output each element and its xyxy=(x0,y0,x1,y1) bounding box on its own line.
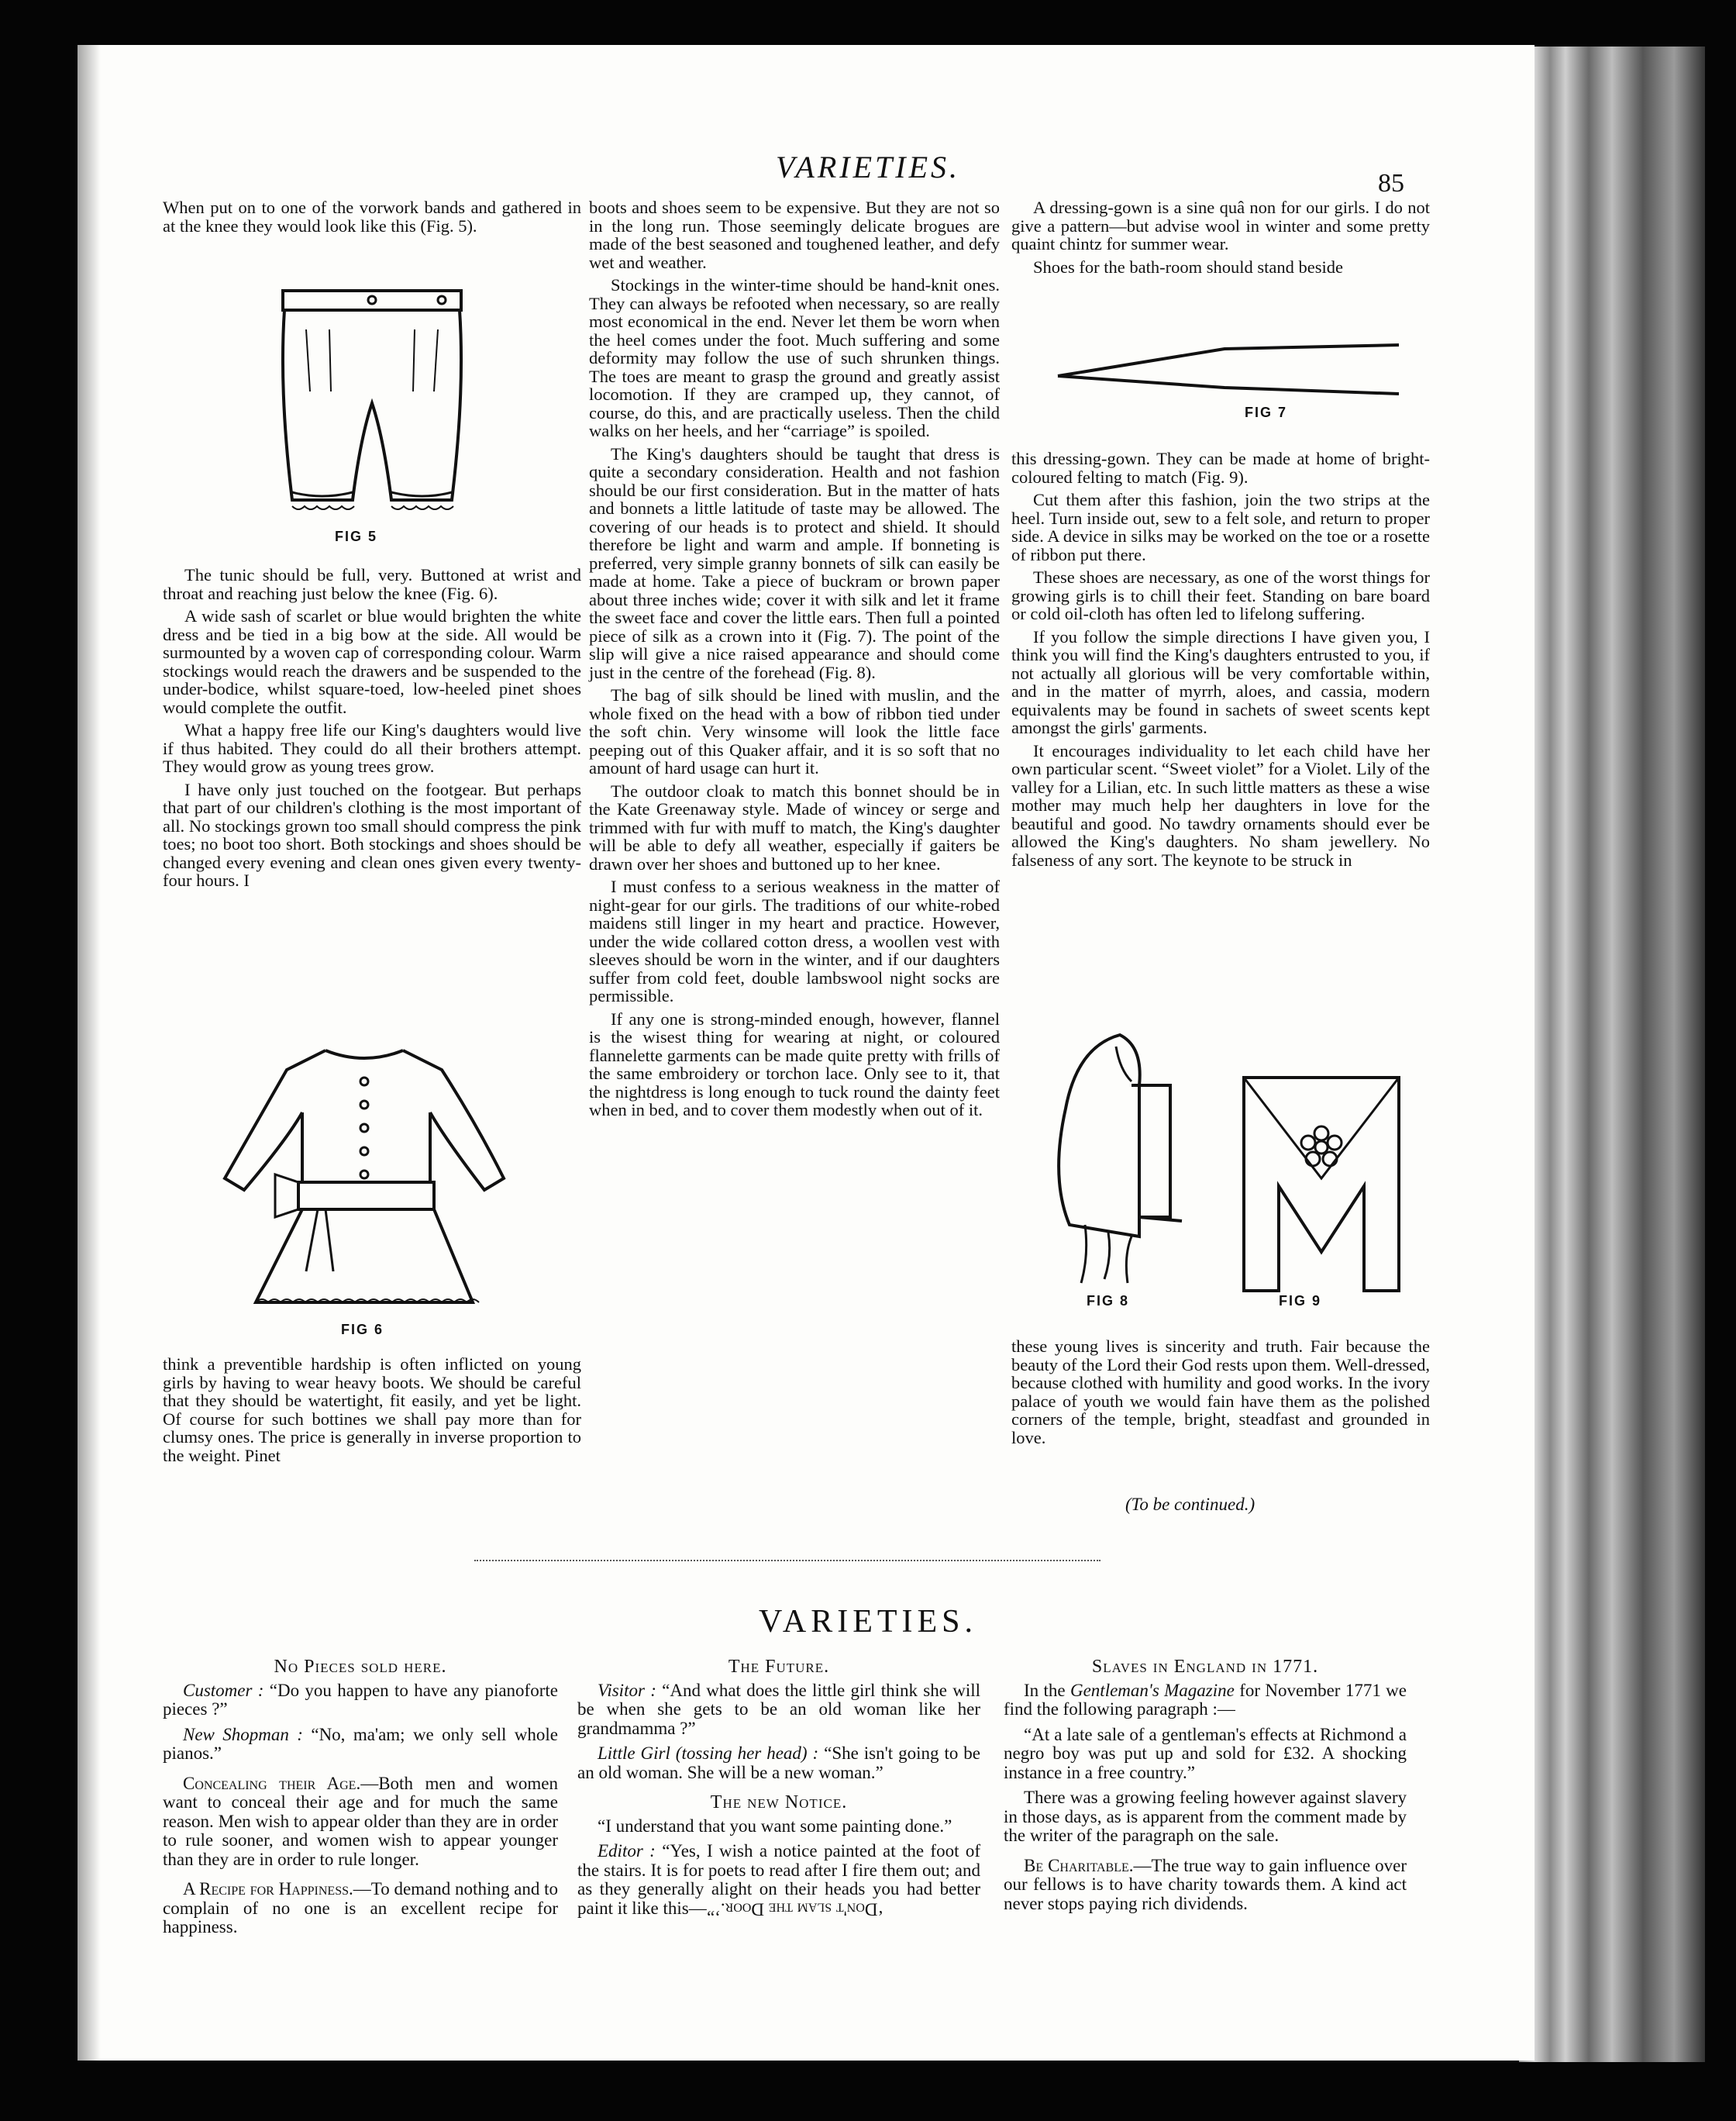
paragraph: When put on to one of the vorwork bands and gathered in at the knee they would look like this (Fig. 5). xyxy=(163,198,581,236)
item-heading: The Future. xyxy=(728,1657,830,1677)
varieties-column-1 xyxy=(163,1657,558,1943)
varieties-column-2 xyxy=(577,1657,980,1924)
paragraph: These shoes are necessary, as one of the worst things for growing girls is to chill their feet. Standing on bare board or cold oil-cloth has often led to lifelong suffering. xyxy=(1011,567,1430,623)
item-heading: Slaves in England in 1771. xyxy=(1091,1657,1319,1677)
column-1-top xyxy=(163,198,581,240)
figure-5-label: FIG 5 xyxy=(335,529,378,544)
figure-8-label: FIG 8 xyxy=(1087,1293,1130,1309)
paragraph: New Shopman : “No, ma'am; we only sell whole pianos.” xyxy=(163,1724,558,1763)
paragraph: A Recipe for Happiness.—To demand nothing and to complain of no one is an excellent recipe for happiness. xyxy=(163,1879,558,1936)
paragraph: It encourages individuality to let each child have her own particular scent. “Sweet violet” for a Violet. Lily of the valley for a Lilian, etc. In such little matters as these a wise mother may much help her daughters in love for the beautiful and good. No tawdry ornaments should ever be allowed the King's daughters. No sham jewellery. No falseness of any sort. The keynote to be struck in xyxy=(1011,740,1430,870)
paragraph: There was a growing feeling however against slavery in those days, as is apparent from the comment made by the writer of the paragraph on the sale. xyxy=(1004,1788,1407,1845)
strip-illustration xyxy=(1054,341,1403,403)
book-page-edges xyxy=(1519,47,1705,2062)
paragraph: The tunic should be full, very. Buttoned at wrist and throat and reaching just below the knee (Fig. 6). xyxy=(163,565,581,603)
paragraph: The King's daughters should be taught that dress is quite a secondary consideration. Health and not fashion should be our first consideration. But in the matter of hats and bonnets a little latitude of taste may be allowed. The covering of our heads is to protect and shield. It should therefore be light and warm and ample. If bonneting is preferred, very simple granny bonnets of silk can easily be made at home. Take a piece of buckram or brown paper about three inches wide; cover it with silk and let it frame the sweet face and cover the little ears. Then full a pointed piece of silk as a crown into it (Fig. 7). The point of the slip will give a nice raised appearance and should come just in the centre of the forehead (Fig. 8). xyxy=(589,443,1000,682)
paragraph: Shoes for the bath-room should stand beside xyxy=(1033,257,1343,277)
paragraph: If any one is strong-minded enough, however, flannel is the wisest thing for wearing at night, or coloured flannelette garments can be made quite pretty with frills of the same embroidery or torchon lace. Only see to it, that the nightdress is long enough to tuck round the dainty feet when in bed, and to cover them modestly when out of it. xyxy=(589,1009,1000,1119)
upside-down-notice: ‘Don't slam the Door.’” xyxy=(706,1899,884,1919)
figure-9-label: FIG 9 xyxy=(1279,1293,1322,1309)
bonnet-illustration xyxy=(1046,1023,1201,1287)
paragraph: If you follow the simple directions I have given you, I think you will find the King's daughters entrusted to you, if not actually all glorious will be very comfortable within, and in the matter of myrrh, aloes, and cassia, modern equivalents may be found in sachets of sweet scents kept amongst the girls' garments. xyxy=(1011,626,1430,737)
paragraph: In the Gentleman's Magazine for November 1771 we find the following paragraph :— xyxy=(1004,1680,1407,1719)
paragraph: think a preventible hardship is often inflicted on young girls by having to wear heavy boots. We should be careful that they should be watertight, fit easily, and yet be light. Of course for such bottines we shall pay more than for clumsy ones. The price is generally in inverse proportion to the weight. Pinet xyxy=(163,1354,581,1465)
figure-7-label: FIG 7 xyxy=(1245,405,1288,420)
paragraph: What a happy free life our King's daughters would live if thus habited. They could do all their brothers attempt. They would grow as young trees grow. xyxy=(163,720,581,776)
paragraph: Stockings in the winter-time should be hand-knit ones. They can always be refooted when necessary, so are really most economical in the end. Never let them be worn when the heel comes under the foot. Much suffering and some deformity may follow the use of such shrunken things. The toes are meant to grasp the ground and greatly assist locomotion. If they are cramped up, they cannot, of course, do this, and are practically useless. Then the child walks on her heels, and her “carriage” is spoiled. xyxy=(589,275,1000,440)
paragraph: The outdoor cloak to match this bonnet should be in the Kate Greenaway style. Made of wincey or serge and trimmed with fur with muff to match, the King's daughter will be able to defy all weather, especially if gaiters be drawn over her shoes and buttoned up to her knee. xyxy=(589,781,1000,874)
column-3-middle xyxy=(1011,450,1430,874)
drawers-illustration xyxy=(275,275,469,531)
paragraph: this dressing-gown. They can be made at home of bright-coloured felting to match (Fig. 9). xyxy=(1011,449,1430,487)
column-3-bottom xyxy=(1011,1337,1430,1451)
figure-5-drawers xyxy=(275,275,469,531)
section-divider xyxy=(474,1560,1100,1561)
paragraph: I have only just touched on the footgear. But perhaps that part of our children's clothing is the most important of all. No stockings grown too small should compress the pink toes; no boot too short. Both stockings and shoes should be changed every evening and clean ones given every twenty-four hours. I xyxy=(163,779,581,890)
paragraph: Customer : “Do you happen to have any pianoforte pieces ?” xyxy=(163,1680,558,1719)
figure-9-slipper xyxy=(1240,1070,1403,1295)
paragraph: The bag of silk should be lined with muslin, and the whole fixed on the head with a bow of ribbon tied under the soft chin. Very winsome will look the little face peeping out of this Quaker affair, and it is so soft that no amount of hard usage can hurt it. xyxy=(589,685,1000,778)
column-3-top xyxy=(1011,198,1430,281)
figure-6-label: FIG 6 xyxy=(341,1322,384,1337)
varieties-title: VARIETIES. xyxy=(758,1604,978,1640)
paragraph: A wide sash of scarlet or blue would brighten the white dress and be tied in a big bow at the side. All would be surmounted by a woven cap of corresponding colour. Warm stockings would reach the drawers and be suspended to the under-bodice, whilst square-toed, low-heeled pinet shoes would complete the outfit. xyxy=(163,606,581,717)
varieties-column-3 xyxy=(1004,1657,1407,1919)
slipper-pattern-illustration xyxy=(1240,1070,1403,1295)
paragraph: “At a late sale of a gentleman's effects at Richmond a negro boy was put up and sold for £32. A shocking instance in a free country.” xyxy=(1004,1724,1407,1782)
to-be-continued: (To be continued.) xyxy=(1125,1495,1256,1514)
paragraph: these young lives is sincerity and truth. Fair because the beauty of the Lord their God rests upon them. Well-dressed, because clothed with humility and good works. In the ivory palace of youth we would fain have them as the polished corners of the temple, bright, steadfast and grounded in love. xyxy=(1011,1336,1430,1447)
running-head: VARIETIES. xyxy=(775,150,961,185)
item-heading: The new Notice. xyxy=(710,1792,848,1812)
figure-6-tunic xyxy=(209,1039,519,1326)
column-2 xyxy=(589,198,1000,1124)
column-1-bottom xyxy=(163,1355,581,1469)
paragraph: A dressing-gown is a sine quâ non for our girls. I do not give a pattern—but advise wool in winter and some pretty quaint chintz for summer wear. xyxy=(1011,198,1430,253)
paragraph: Be Charitable.—The true way to gain influence over our fellows is to have charity towards them. A kind act never stops paying rich dividends. xyxy=(1004,1855,1407,1913)
figure-8-bonnet xyxy=(1046,1023,1201,1287)
paragraph: Concealing their Age.—Both men and women want to conceal their age and for much the same reason. Men wish to appear older than they are in order to rule sooner, and women wish to appear younger than they are in order to rule longer. xyxy=(163,1773,559,1869)
paragraph: Visitor : “And what does the little girl think she will be when she gets to be an old woman like her grandmamma ?” xyxy=(577,1680,980,1738)
page-number: 85 xyxy=(1378,169,1404,198)
tunic-illustration xyxy=(209,1039,519,1326)
paragraph: Editor : “Yes, I wish a notice painted at the foot of the stairs. It is for poets to read after I fire them out; and as they generally alight on their heads you had better paint it like this—‘Don't slam the Door.’” xyxy=(577,1841,981,1919)
figure-7-strip xyxy=(1054,341,1403,403)
paragraph: Cut them after this fashion, join the two strips at the heel. Turn inside out, sew to a felt sole, and return to proper side. A device in silks may be worked on the toe or a rosette of ribbon put there. xyxy=(1011,490,1430,564)
paragraph: I must confess to a serious weakness in the matter of night-gear for our girls. The traditions of our white-robed maidens still linger in my heart and practice. However, under the wide collared cotton dress, a woollen vest with sleeves should be worn in the winter, and if our daughters suffer from cold feet, double lambswool night socks are permissible. xyxy=(589,877,1000,1005)
paragraph: “I understand that you want some painting done.” xyxy=(598,1816,952,1836)
column-1-middle xyxy=(163,566,581,895)
item-heading: No Pieces sold here. xyxy=(274,1657,447,1677)
paragraph: Little Girl (tossing her head) : “She isn't going to be an old woman. She will be a new woman.” xyxy=(577,1743,980,1782)
spine-shadow xyxy=(78,45,101,2061)
paragraph: boots and shoes seem to be expensive. But they are not so in the long run. Those seemingly delicate brogues are made of the best seasoned and toughened leather, and defy wet and weather. xyxy=(589,198,1000,272)
